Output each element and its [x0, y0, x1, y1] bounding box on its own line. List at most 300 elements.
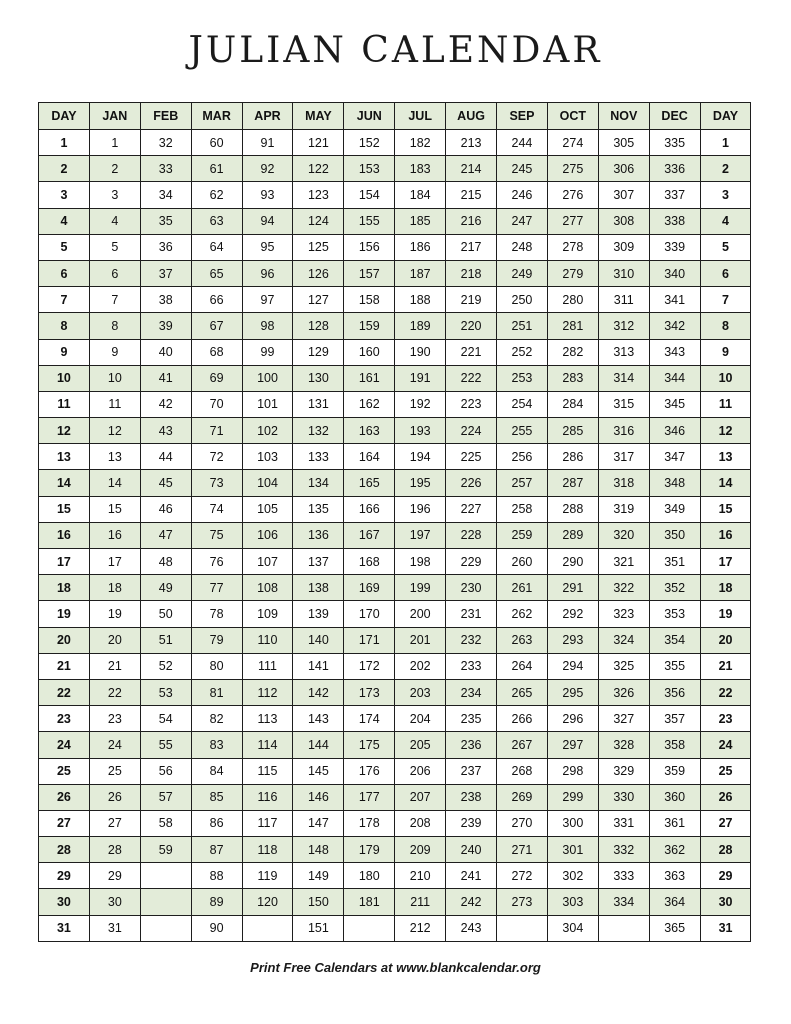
julian-date-cell: 172: [344, 653, 395, 679]
julian-date-cell: 329: [598, 758, 649, 784]
julian-date-cell: 214: [446, 156, 497, 182]
julian-date-cell: 286: [547, 444, 598, 470]
column-header: MAR: [191, 103, 242, 130]
julian-date-cell: 56: [140, 758, 191, 784]
julian-date-cell: 188: [395, 287, 446, 313]
julian-date-cell: 275: [547, 156, 598, 182]
day-number-cell: 7: [700, 287, 751, 313]
column-header: JUL: [395, 103, 446, 130]
julian-date-cell: 13: [89, 444, 140, 470]
julian-date-cell: 42: [140, 391, 191, 417]
julian-date-cell: 230: [446, 575, 497, 601]
footer-text: Print Free Calendars at www.blankcalendar.org: [250, 960, 541, 975]
julian-date-cell: 92: [242, 156, 293, 182]
day-number-cell: 22: [700, 679, 751, 705]
column-header: DAY: [700, 103, 751, 130]
julian-date-cell: 326: [598, 679, 649, 705]
table-row: [39, 653, 751, 679]
day-number-cell: 11: [700, 391, 751, 417]
julian-date-cell: 282: [547, 339, 598, 365]
table-row: [39, 679, 751, 705]
day-number-cell: 15: [39, 496, 90, 522]
julian-date-cell: 207: [395, 784, 446, 810]
julian-date-cell: 27: [89, 810, 140, 836]
julian-date-cell: 138: [293, 575, 344, 601]
julian-date-cell: 359: [649, 758, 700, 784]
julian-date-cell: 350: [649, 522, 700, 548]
day-number-cell: 16: [39, 522, 90, 548]
julian-date-cell: 249: [497, 260, 548, 286]
julian-date-cell: 173: [344, 679, 395, 705]
table-row: [39, 575, 751, 601]
julian-date-cell: 238: [446, 784, 497, 810]
julian-date-cell: 74: [191, 496, 242, 522]
julian-date-cell: 121: [293, 130, 344, 156]
julian-date-cell: 73: [191, 470, 242, 496]
julian-date-cell: 135: [293, 496, 344, 522]
julian-date-cell: 261: [497, 575, 548, 601]
julian-date-cell: 43: [140, 418, 191, 444]
julian-date-cell: 220: [446, 313, 497, 339]
julian-date-cell: 170: [344, 601, 395, 627]
julian-date-cell: 186: [395, 234, 446, 260]
column-header: OCT: [547, 103, 598, 130]
julian-date-cell: 271: [497, 837, 548, 863]
julian-date-cell: 60: [191, 130, 242, 156]
julian-date-cell: 332: [598, 837, 649, 863]
day-number-cell: 30: [700, 889, 751, 915]
day-number-cell: 17: [39, 549, 90, 575]
julian-date-cell: 272: [497, 863, 548, 889]
julian-date-cell: 331: [598, 810, 649, 836]
table-row: [39, 287, 751, 313]
julian-date-cell: 336: [649, 156, 700, 182]
julian-date-cell: 317: [598, 444, 649, 470]
julian-date-cell: 266: [497, 706, 548, 732]
table-row: [39, 156, 751, 182]
julian-date-cell: 169: [344, 575, 395, 601]
day-number-cell: 12: [39, 418, 90, 444]
julian-date-cell: 262: [497, 601, 548, 627]
julian-date-cell: 362: [649, 837, 700, 863]
julian-date-cell: 162: [344, 391, 395, 417]
julian-date-cell: 215: [446, 182, 497, 208]
julian-date-cell: 301: [547, 837, 598, 863]
julian-date-cell: 189: [395, 313, 446, 339]
table-row: [39, 339, 751, 365]
julian-date-cell: 4: [89, 208, 140, 234]
julian-date-cell: 101: [242, 391, 293, 417]
julian-date-cell: 337: [649, 182, 700, 208]
julian-date-cell: 297: [547, 732, 598, 758]
julian-date-cell: 167: [344, 522, 395, 548]
day-number-cell: 4: [39, 208, 90, 234]
day-number-cell: 17: [700, 549, 751, 575]
julian-date-cell: 94: [242, 208, 293, 234]
day-number-cell: 6: [700, 260, 751, 286]
julian-date-cell: 7: [89, 287, 140, 313]
day-number-cell: 26: [700, 784, 751, 810]
julian-date-cell: 197: [395, 522, 446, 548]
julian-date-cell: 171: [344, 627, 395, 653]
julian-date-cell: 291: [547, 575, 598, 601]
column-header: APR: [242, 103, 293, 130]
julian-date-cell: 86: [191, 810, 242, 836]
julian-date-cell: 325: [598, 653, 649, 679]
julian-date-cell: 114: [242, 732, 293, 758]
julian-date-cell: 300: [547, 810, 598, 836]
julian-date-cell: 34: [140, 182, 191, 208]
julian-date-cell: 154: [344, 182, 395, 208]
julian-date-cell: 134: [293, 470, 344, 496]
julian-date-cell: 357: [649, 706, 700, 732]
day-number-cell: 10: [39, 365, 90, 391]
julian-date-cell: 196: [395, 496, 446, 522]
julian-date-cell: 90: [191, 915, 242, 941]
julian-date-cell: 30: [89, 889, 140, 915]
julian-date-cell: 228: [446, 522, 497, 548]
julian-date-cell: 126: [293, 260, 344, 286]
julian-date-cell: 122: [293, 156, 344, 182]
julian-date-cell: 75: [191, 522, 242, 548]
day-number-cell: 5: [39, 234, 90, 260]
julian-date-cell: 328: [598, 732, 649, 758]
julian-date-cell: 292: [547, 601, 598, 627]
table-row: [39, 627, 751, 653]
julian-date-cell: 12: [89, 418, 140, 444]
julian-date-cell: 226: [446, 470, 497, 496]
julian-date-cell: 334: [598, 889, 649, 915]
column-header: MAY: [293, 103, 344, 130]
julian-date-cell: 129: [293, 339, 344, 365]
julian-date-cell: 363: [649, 863, 700, 889]
julian-date-cell: 79: [191, 627, 242, 653]
julian-date-cell: 84: [191, 758, 242, 784]
day-number-cell: 25: [39, 758, 90, 784]
julian-date-cell: 293: [547, 627, 598, 653]
julian-date-cell: 31: [89, 915, 140, 941]
julian-date-cell: 164: [344, 444, 395, 470]
julian-date-cell: 132: [293, 418, 344, 444]
day-number-cell: 13: [700, 444, 751, 470]
julian-date-cell: 83: [191, 732, 242, 758]
julian-date-cell: 209: [395, 837, 446, 863]
julian-date-cell: 183: [395, 156, 446, 182]
julian-date-cell: 48: [140, 549, 191, 575]
julian-date-cell: 231: [446, 601, 497, 627]
julian-date-cell: 284: [547, 391, 598, 417]
julian-date-cell: 229: [446, 549, 497, 575]
julian-date-cell: 115: [242, 758, 293, 784]
day-number-cell: 18: [39, 575, 90, 601]
julian-date-cell: 281: [547, 313, 598, 339]
julian-date-cell: 160: [344, 339, 395, 365]
day-number-cell: 3: [39, 182, 90, 208]
julian-date-cell: 276: [547, 182, 598, 208]
julian-date-cell: 358: [649, 732, 700, 758]
julian-date-cell: 144: [293, 732, 344, 758]
julian-date-cell: 124: [293, 208, 344, 234]
julian-date-cell: 237: [446, 758, 497, 784]
julian-date-cell: 352: [649, 575, 700, 601]
julian-date-cell: 65: [191, 260, 242, 286]
julian-calendar-table: [38, 102, 751, 942]
julian-date-cell: 102: [242, 418, 293, 444]
julian-date-cell: 22: [89, 679, 140, 705]
column-header: DEC: [649, 103, 700, 130]
julian-date-cell: 44: [140, 444, 191, 470]
column-header: NOV: [598, 103, 649, 130]
julian-date-cell: 250: [497, 287, 548, 313]
table-row: [39, 418, 751, 444]
day-number-cell: 1: [700, 130, 751, 156]
day-number-cell: 2: [39, 156, 90, 182]
julian-date-cell: 51: [140, 627, 191, 653]
day-number-cell: 24: [700, 732, 751, 758]
julian-date-cell: 191: [395, 365, 446, 391]
julian-date-cell: 242: [446, 889, 497, 915]
julian-date-cell: 111: [242, 653, 293, 679]
julian-date-cell: 8: [89, 313, 140, 339]
header-row: [39, 103, 751, 130]
julian-date-cell: 233: [446, 653, 497, 679]
julian-date-cell: 273: [497, 889, 548, 915]
julian-date-cell: 264: [497, 653, 548, 679]
julian-date-cell: 279: [547, 260, 598, 286]
column-header: AUG: [446, 103, 497, 130]
julian-date-cell: 263: [497, 627, 548, 653]
julian-date-cell: 137: [293, 549, 344, 575]
julian-date-cell: 119: [242, 863, 293, 889]
julian-date-cell: 205: [395, 732, 446, 758]
julian-date-cell: 304: [547, 915, 598, 941]
julian-date-cell: 306: [598, 156, 649, 182]
julian-date-cell: 1: [89, 130, 140, 156]
julian-date-cell: 128: [293, 313, 344, 339]
julian-date-cell: 360: [649, 784, 700, 810]
julian-date-cell: 335: [649, 130, 700, 156]
julian-date-cell: 108: [242, 575, 293, 601]
julian-date-cell: 216: [446, 208, 497, 234]
julian-date-cell: 322: [598, 575, 649, 601]
julian-date-cell: 256: [497, 444, 548, 470]
julian-date-cell: 318: [598, 470, 649, 496]
julian-date-cell: 14: [89, 470, 140, 496]
julian-date-cell: 100: [242, 365, 293, 391]
julian-date-cell: 159: [344, 313, 395, 339]
day-number-cell: 2: [700, 156, 751, 182]
julian-date-cell: 294: [547, 653, 598, 679]
julian-date-cell: [598, 915, 649, 941]
julian-date-cell: 117: [242, 810, 293, 836]
julian-date-cell: 333: [598, 863, 649, 889]
julian-date-cell: 23: [89, 706, 140, 732]
julian-date-cell: 200: [395, 601, 446, 627]
julian-date-cell: 353: [649, 601, 700, 627]
julian-date-cell: 110: [242, 627, 293, 653]
julian-date-cell: [140, 889, 191, 915]
julian-date-cell: 29: [89, 863, 140, 889]
julian-date-cell: 338: [649, 208, 700, 234]
julian-date-cell: 319: [598, 496, 649, 522]
julian-date-cell: 63: [191, 208, 242, 234]
julian-date-cell: 285: [547, 418, 598, 444]
table-body: [39, 130, 751, 942]
julian-date-cell: 158: [344, 287, 395, 313]
day-number-cell: 6: [39, 260, 90, 286]
day-number-cell: 31: [700, 915, 751, 941]
julian-date-cell: 341: [649, 287, 700, 313]
julian-date-cell: 255: [497, 418, 548, 444]
julian-date-cell: 72: [191, 444, 242, 470]
julian-date-cell: 166: [344, 496, 395, 522]
julian-date-cell: 204: [395, 706, 446, 732]
julian-date-cell: 176: [344, 758, 395, 784]
julian-date-cell: 290: [547, 549, 598, 575]
julian-date-cell: 91: [242, 130, 293, 156]
julian-date-cell: 98: [242, 313, 293, 339]
table-row: [39, 915, 751, 941]
julian-date-cell: 195: [395, 470, 446, 496]
day-number-cell: 11: [39, 391, 90, 417]
julian-date-cell: 21: [89, 653, 140, 679]
julian-date-cell: 223: [446, 391, 497, 417]
julian-date-cell: 149: [293, 863, 344, 889]
julian-date-cell: 107: [242, 549, 293, 575]
julian-date-cell: 346: [649, 418, 700, 444]
julian-date-cell: 194: [395, 444, 446, 470]
julian-date-cell: 253: [497, 365, 548, 391]
julian-date-cell: 327: [598, 706, 649, 732]
table-row: [39, 182, 751, 208]
julian-date-cell: 211: [395, 889, 446, 915]
julian-date-cell: 247: [497, 208, 548, 234]
julian-date-cell: 88: [191, 863, 242, 889]
julian-date-cell: 287: [547, 470, 598, 496]
julian-date-cell: 203: [395, 679, 446, 705]
julian-date-cell: 278: [547, 234, 598, 260]
julian-date-cell: 85: [191, 784, 242, 810]
table-row: [39, 810, 751, 836]
julian-date-cell: 161: [344, 365, 395, 391]
julian-date-cell: 312: [598, 313, 649, 339]
julian-date-cell: 15: [89, 496, 140, 522]
julian-date-cell: 316: [598, 418, 649, 444]
julian-date-cell: 46: [140, 496, 191, 522]
day-number-cell: 20: [700, 627, 751, 653]
julian-date-cell: 280: [547, 287, 598, 313]
julian-date-cell: 269: [497, 784, 548, 810]
column-header: SEP: [497, 103, 548, 130]
julian-date-cell: 131: [293, 391, 344, 417]
julian-date-cell: 106: [242, 522, 293, 548]
day-number-cell: 23: [700, 706, 751, 732]
julian-date-cell: 120: [242, 889, 293, 915]
julian-date-cell: 19: [89, 601, 140, 627]
julian-date-cell: 244: [497, 130, 548, 156]
julian-date-cell: 364: [649, 889, 700, 915]
julian-date-cell: 148: [293, 837, 344, 863]
julian-date-cell: 141: [293, 653, 344, 679]
julian-date-cell: 147: [293, 810, 344, 836]
julian-date-cell: 151: [293, 915, 344, 941]
julian-date-cell: 66: [191, 287, 242, 313]
julian-date-cell: 313: [598, 339, 649, 365]
julian-date-cell: 78: [191, 601, 242, 627]
julian-date-cell: 219: [446, 287, 497, 313]
julian-date-cell: 182: [395, 130, 446, 156]
table-row: [39, 313, 751, 339]
julian-date-cell: 310: [598, 260, 649, 286]
julian-date-cell: 40: [140, 339, 191, 365]
julian-date-cell: 324: [598, 627, 649, 653]
column-header: JUN: [344, 103, 395, 130]
julian-date-cell: 217: [446, 234, 497, 260]
julian-date-cell: 32: [140, 130, 191, 156]
julian-date-cell: 314: [598, 365, 649, 391]
julian-date-cell: 16: [89, 522, 140, 548]
julian-date-cell: 288: [547, 496, 598, 522]
day-number-cell: 31: [39, 915, 90, 941]
julian-date-cell: 125: [293, 234, 344, 260]
column-header: FEB: [140, 103, 191, 130]
julian-date-cell: 143: [293, 706, 344, 732]
julian-date-cell: 181: [344, 889, 395, 915]
julian-date-cell: 6: [89, 260, 140, 286]
julian-date-cell: 99: [242, 339, 293, 365]
julian-date-cell: 342: [649, 313, 700, 339]
julian-date-cell: 71: [191, 418, 242, 444]
julian-date-cell: 61: [191, 156, 242, 182]
julian-date-cell: 5: [89, 234, 140, 260]
julian-date-cell: 9: [89, 339, 140, 365]
julian-date-cell: [140, 863, 191, 889]
julian-date-cell: 345: [649, 391, 700, 417]
julian-date-cell: 152: [344, 130, 395, 156]
day-number-cell: 26: [39, 784, 90, 810]
julian-date-cell: 305: [598, 130, 649, 156]
julian-date-cell: 112: [242, 679, 293, 705]
day-number-cell: 3: [700, 182, 751, 208]
julian-date-cell: 47: [140, 522, 191, 548]
day-number-cell: 24: [39, 732, 90, 758]
julian-date-cell: 340: [649, 260, 700, 286]
julian-date-cell: 236: [446, 732, 497, 758]
julian-date-cell: 26: [89, 784, 140, 810]
day-number-cell: 16: [700, 522, 751, 548]
julian-date-cell: 64: [191, 234, 242, 260]
julian-date-cell: 185: [395, 208, 446, 234]
column-header: DAY: [39, 103, 90, 130]
julian-date-cell: 208: [395, 810, 446, 836]
julian-date-cell: 55: [140, 732, 191, 758]
day-number-cell: 19: [700, 601, 751, 627]
table-row: [39, 470, 751, 496]
julian-date-cell: 349: [649, 496, 700, 522]
julian-date-cell: 109: [242, 601, 293, 627]
julian-date-cell: 93: [242, 182, 293, 208]
julian-date-cell: 18: [89, 575, 140, 601]
table-row: [39, 444, 751, 470]
julian-date-cell: 243: [446, 915, 497, 941]
julian-date-cell: 241: [446, 863, 497, 889]
julian-date-cell: 105: [242, 496, 293, 522]
julian-date-cell: 268: [497, 758, 548, 784]
table-row: [39, 260, 751, 286]
julian-date-cell: 118: [242, 837, 293, 863]
julian-date-cell: 178: [344, 810, 395, 836]
julian-date-cell: 257: [497, 470, 548, 496]
